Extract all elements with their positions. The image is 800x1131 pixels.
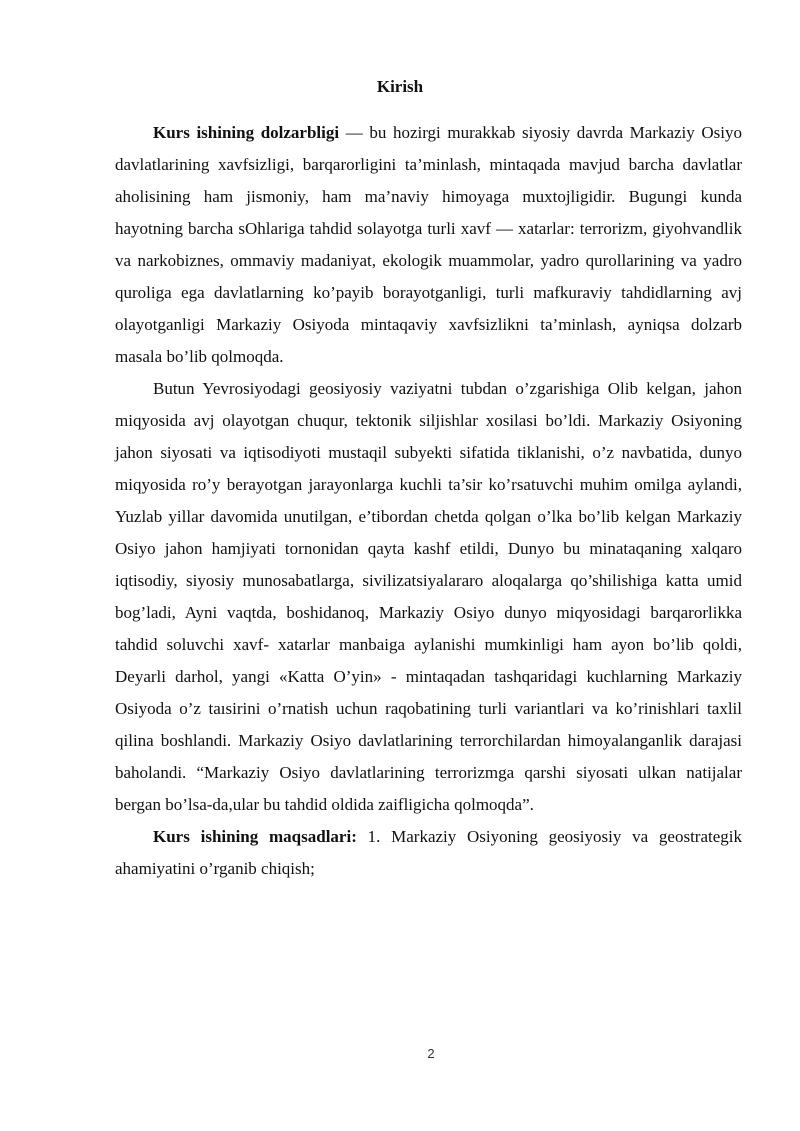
paragraph-lead-goals: Kurs ishining maqsadlari: — [153, 827, 357, 846]
section-title: Kirish — [376, 77, 424, 96]
paragraph-text-relevance: — bu hozirgi murakkab siyosiy davrda Markaziy Osiyo davlatlarining xavfsizligi, barqarorligini ta’minlash, mintaqada mavjud barcha davlatlar aholisining ham jismoniy, ham ma’naviy himoyaga muxtojligidir. Bugungi kunda hayotning barcha sOhlariga tahdid solayotga turli xavf — xatarlar: terrorizm, giyohvandlik va narkobiznes, ommaviy madaniyat, ekologik muammolar, yadro qurollarining va yadro quroliga ega davlatlarning ko’payib borayotganligi, turli mafkuraviy tahdidlarning avj olayotganligi Markaziy Osiyoda mintaqaviy xavfsizlikni ta’minlash, ayniqsa dolzarb masala bo’lib qolmoqda. — [115, 123, 742, 366]
paragraph-text-goals: 1. Markaziy Osiyoning geosiyosiy va geostrategik ahamiyatini o’rganib chiqish; — [115, 827, 743, 878]
document-body — [115, 117, 742, 885]
paragraph-goals — [115, 821, 742, 885]
paragraph-relevance — [115, 117, 742, 373]
page-number: 2 — [427, 1046, 435, 1061]
paragraph-lead-relevance: Kurs ishining dolzarbligi — [153, 123, 340, 142]
paragraph-geopolitics — [115, 373, 742, 821]
paragraph-text-geopolitics: Butun Yevrosiyodagi geosiyosiy vaziyatni tubdan o’zgarishiga Olib kelgan, jahon miqyosida avj olayotgan chuqur, tektonik siljishlar xosilasi bo’ldi. Markaziy Osiyoning jahon siyosati va iqtisodiyoti mustaqil subyekti sifatida tiklanishi, o’z navbatida, dunyo miqyosida ro’y berayotgan jarayonlarga kuchli ta’sir ko’rsatuvchi muhim omilga aylandi, Yuzlab yillar davomida unutilgan, e’tibordan chetda qolgan o’lka bo’lib kelgan Markaziy Osiyo jahon hamjiyati tornonidan qayta kashf etildi, Dunyo bu minataqaning xalqaro iqtisodiy, siyosiy munosabatlarga, sivilizatsiyalararo aloqalarga qo’shilishiga katta umid bog’ladi, Ayni vaqtda, boshidanoq, Markaziy Osiyo dunyo miqyosidagi barqarorlikka tahdid soluvchi xavf- xatarlar manbaiga aylanishi mumkinligi ham ayon bo’lib qoldi, Deyarli darhol, yangi «Katta O’yin» - mintaqadan tashqaridagi kuchlarning Markaziy Osiyoda o’z taısirini o’rnatish uchun raqobatining turli variantlari va ko’rinishlari taxlil qilina boshlandi. Markaziy Osiyo davlatlarining terrorchilardan himoyalanganlik darajasi baholandi. “Markaziy Osiyo davlatlarining terrorizmga qarshi siyosati ulkan natijalar bergan bo’lsa-da,ular bu tahdid oldida zaifligicha qolmoqda”. — [115, 379, 742, 814]
